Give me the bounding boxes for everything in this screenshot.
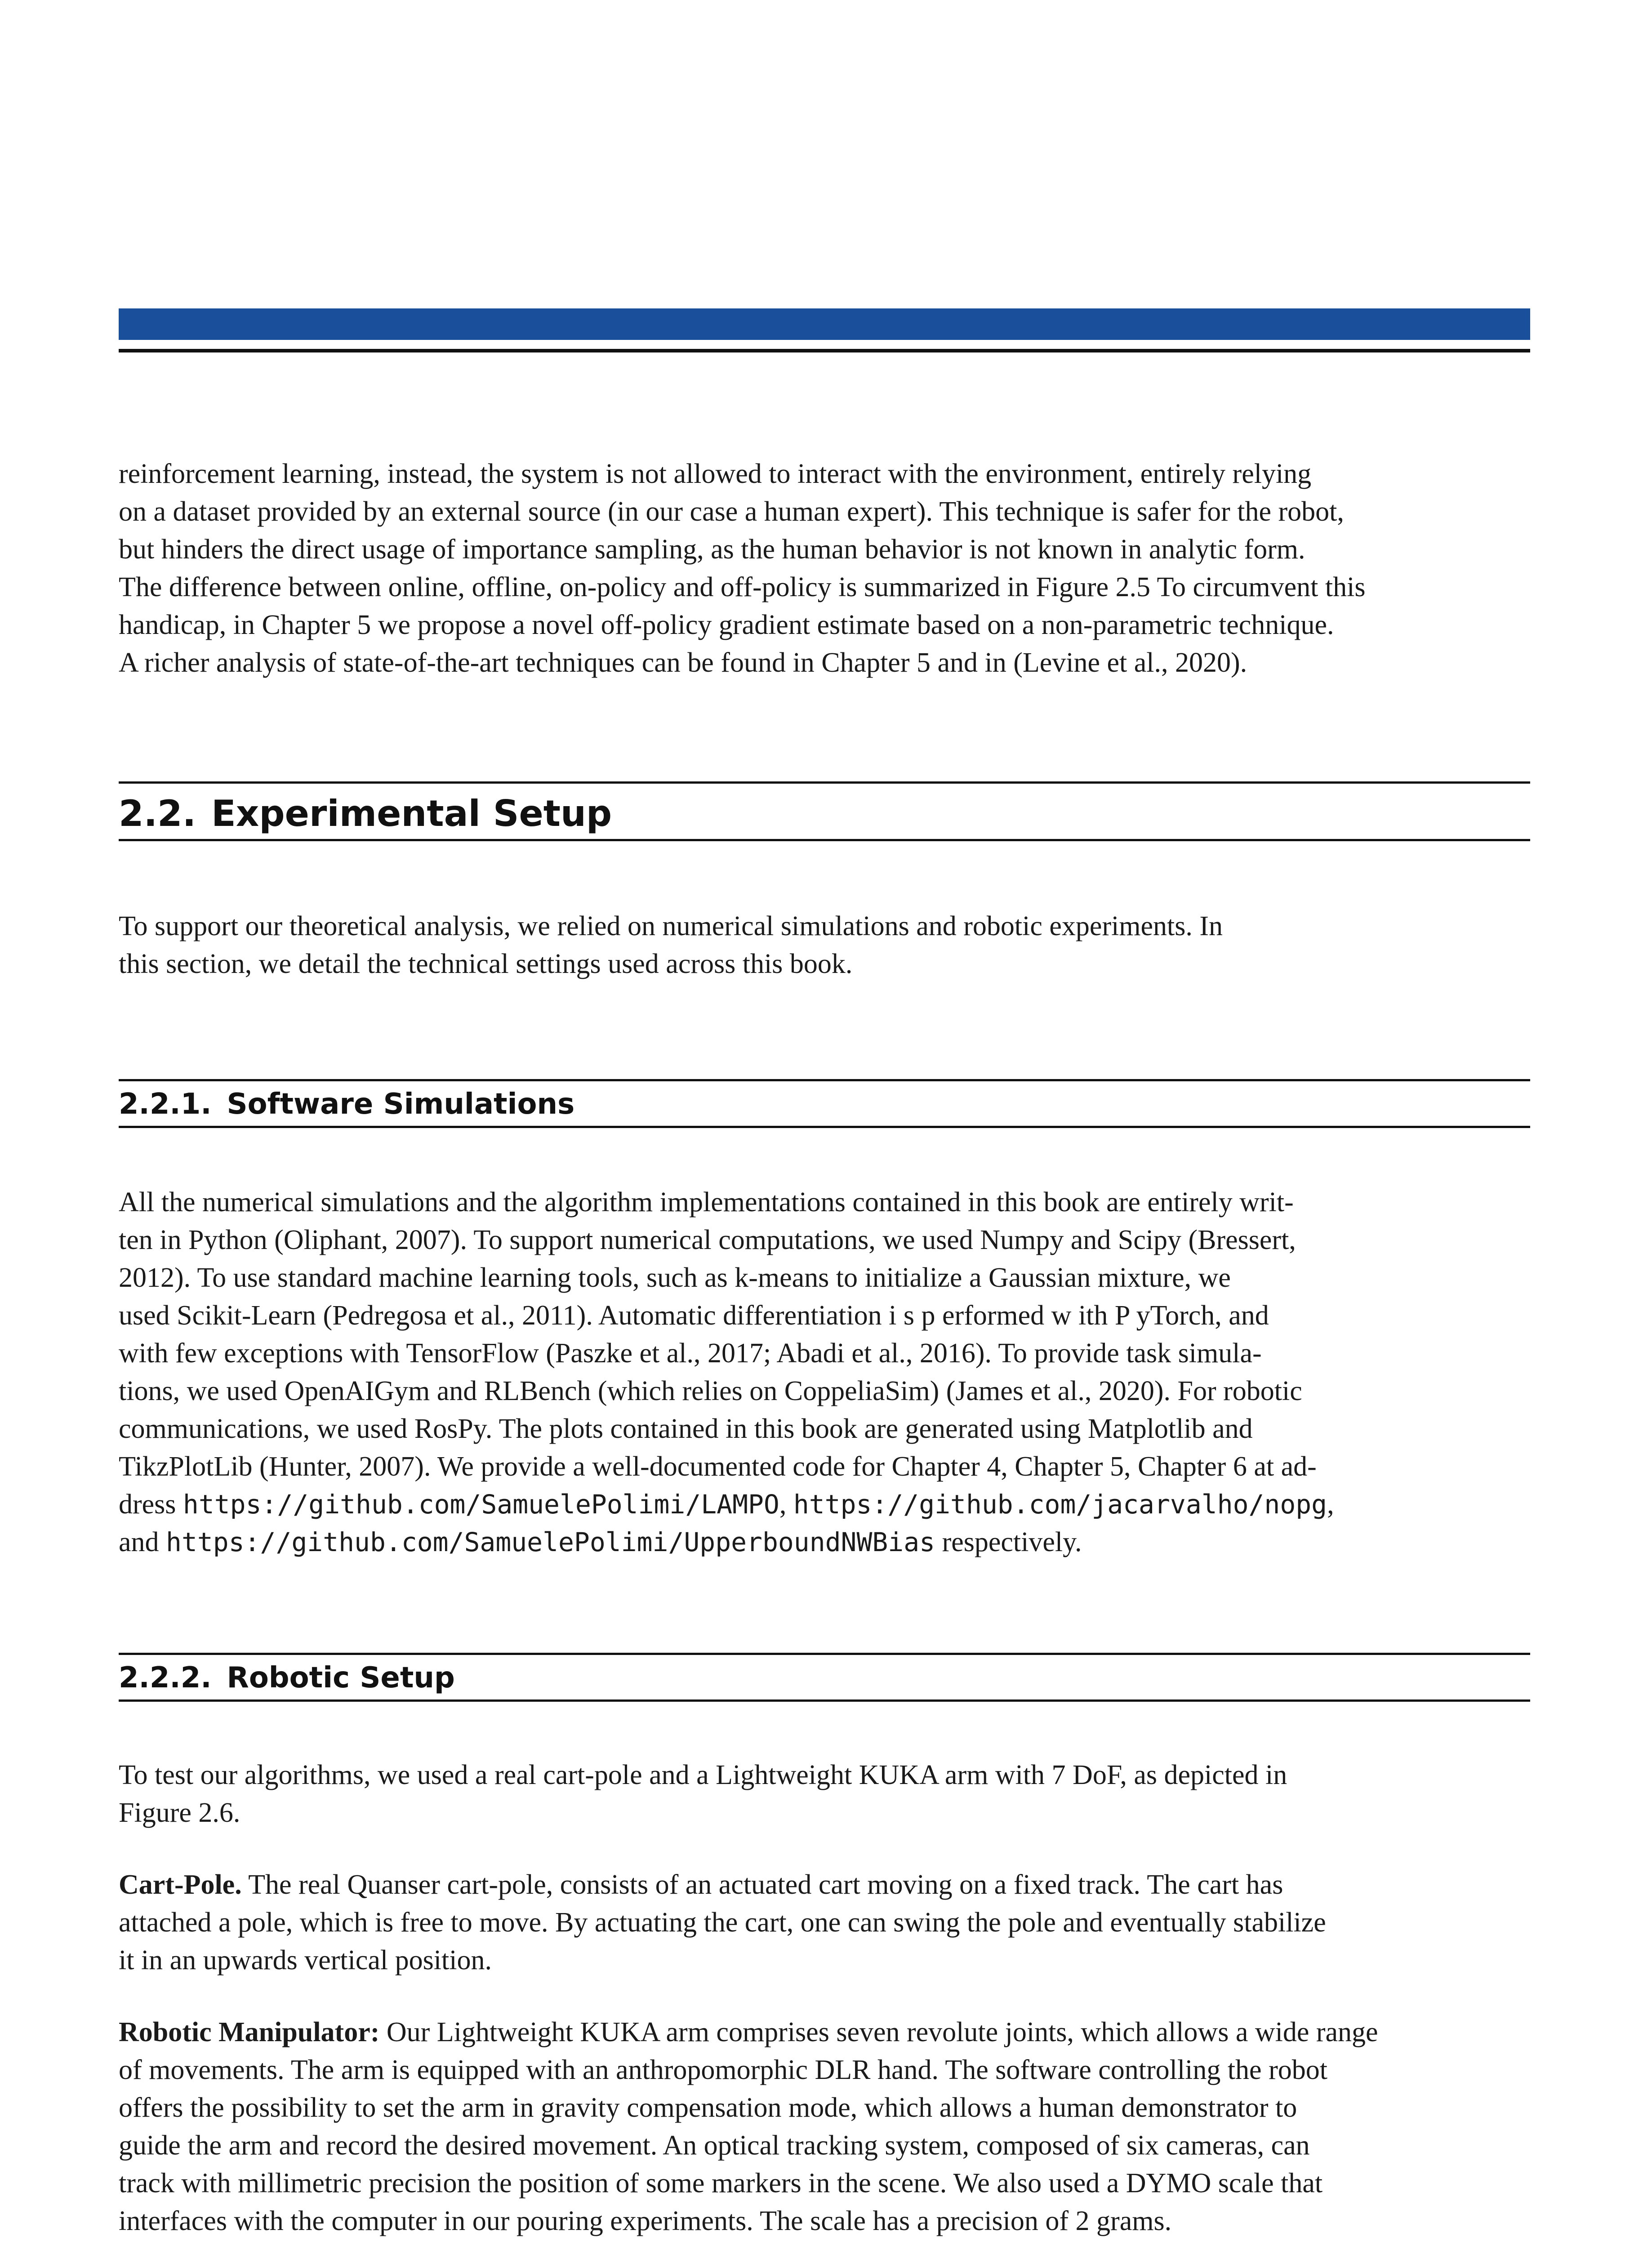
paragraph-line: To support our theoretical analysis, we relied on numerical simulations and robotic experiments. In — [119, 911, 1223, 941]
paragraph-line: To test our algorithms, we used a real cart-pole and a Lightweight KUKA arm with 7 DoF, as depicted in — [119, 1760, 1287, 1790]
paragraph-line: communications, we used RosPy. The plots contained in this book are generated using Matplotlib and — [119, 1414, 1253, 1444]
paragraph-line: 2012). To use standard machine learning tools, such as k-means to initialize a Gaussian mixture, we — [119, 1262, 1231, 1293]
subsection-rule-bottom — [119, 1699, 1530, 1702]
paragraph-line: this section, we detail the technical settings used across this book. — [119, 949, 853, 979]
paragraph-line: track with millimetric precision the position of some markers in the scene. We also used a DYMO scale that — [119, 2168, 1323, 2199]
intro-line: A richer analysis of state-of-the-art techniques can be found in Chapter 5 and in (Levine et al., 2020). — [119, 647, 1247, 678]
subsection-rule-top — [119, 1079, 1530, 1081]
cartpole-paragraph — [119, 1866, 1530, 1979]
paragraph-line: ten in Python (Oliphant, 2007). To support numerical computations, we used Numpy and Scipy (Bressert, — [119, 1225, 1296, 1255]
github-link-nopg[interactable]: https://github.com/jacarvalho/nopg — [793, 1489, 1327, 1520]
subsection-number: 2.2.1. — [119, 1088, 212, 1121]
and-prefix: and — [119, 1527, 166, 1557]
section-2-2-1-paragraph — [119, 1183, 1530, 1561]
intro-line: on a dataset provided by an external source (in our case a human expert). This technique is safer for the robot, — [119, 496, 1344, 527]
subsection-title: Robotic Setup — [227, 1661, 455, 1695]
cartpole-label: Cart-Pole. — [119, 1869, 242, 1900]
paragraph-line: used Scikit-Learn (Pedregosa et al., 2011). Automatic differentiation i s p erformed w ith P yTorch, and — [119, 1300, 1269, 1331]
manipulator-paragraph — [119, 2013, 1530, 2240]
manipulator-label: Robotic Manipulator: — [119, 2017, 380, 2047]
section-heading-2-2 — [119, 791, 1530, 836]
paragraph-line: attached a pole, which is free to move. By actuating the cart, one can swing the pole and eventually stabilize — [119, 1907, 1326, 1938]
address-prefix: dress — [119, 1489, 183, 1520]
paragraph-line: with few exceptions with TensorFlow (Paszke et al., 2017; Abadi et al., 2016). To provide task simula- — [119, 1338, 1262, 1369]
paragraph-line: Figure 2.6. — [119, 1798, 240, 1828]
header-rule — [119, 349, 1530, 352]
section-2-2-2-paragraph — [119, 1756, 1530, 1832]
paragraph-line: of movements. The arm is equipped with an anthropomorphic DLR hand. The software controlling the robot — [119, 2055, 1327, 2085]
intro-paragraph — [119, 455, 1530, 682]
paragraph-line: interfaces with the computer in our pouring experiments. The scale has a precision of 2 grams. — [119, 2206, 1172, 2236]
section-2-2-paragraph — [119, 907, 1530, 983]
subsection-number: 2.2.2. — [119, 1661, 212, 1695]
paragraph-line: it in an upwards vertical position. — [119, 1945, 492, 1976]
section-rule-bottom — [119, 839, 1530, 841]
intro-line: handicap, in Chapter 5 we propose a novel off-policy gradient estimate based on a non-parametric technique. — [119, 610, 1334, 640]
subsection-rule-top — [119, 1653, 1530, 1655]
section-rule-top — [119, 781, 1530, 784]
paragraph-line: Our Lightweight KUKA arm comprises seven revolute joints, which allows a wide range — [379, 2017, 1378, 2047]
github-link-upperbound[interactable]: https://github.com/SamuelePolimi/UpperboundNWBias — [166, 1527, 935, 1557]
paragraph-line: guide the arm and record the desired movement. An optical tracking system, composed of six cameras, can — [119, 2130, 1310, 2161]
respectively-suffix: respectively. — [935, 1527, 1082, 1557]
github-link-lampo[interactable]: https://github.com/SamuelePolimi/LAMPO — [183, 1489, 779, 1520]
separator: , — [779, 1489, 793, 1520]
intro-line: reinforcement learning, instead, the system is not allowed to interact with the environment, entirely relying — [119, 459, 1312, 489]
header-color-bar — [119, 308, 1530, 340]
paragraph-line: offers the possibility to set the arm in gravity compensation mode, which allows a human demonstrator to — [119, 2092, 1297, 2123]
subsection-rule-bottom — [119, 1126, 1530, 1128]
intro-line: The difference between online, offline, on-policy and off-policy is summarized in Figure 2.5 To circumvent this — [119, 572, 1366, 602]
paragraph-line: TikzPlotLib (Hunter, 2007). We provide a well-documented code for Chapter 4, Chapter 5, Chapter 6 at ad- — [119, 1451, 1317, 1482]
intro-line: but hinders the direct usage of importance sampling, as the human behavior is not known in analytic form. — [119, 534, 1305, 565]
subsection-title: Software Simulations — [227, 1088, 575, 1121]
subsection-heading-2-2-2 — [119, 1660, 1530, 1696]
subsection-heading-2-2-1 — [119, 1086, 1530, 1122]
separator: , — [1327, 1489, 1334, 1520]
paragraph-line: tions, we used OpenAIGym and RLBench (which relies on CoppeliaSim) (James et al., 2020). For robotic — [119, 1376, 1302, 1406]
paragraph-line: All the numerical simulations and the algorithm implementations contained in this book are entirely writ- — [119, 1187, 1294, 1218]
paragraph-line: The real Quanser cart-pole, consists of an actuated cart moving on a fixed track. The cart has — [241, 1869, 1283, 1900]
section-title: Experimental Setup — [211, 793, 612, 834]
section-number: 2.2. — [119, 793, 196, 834]
